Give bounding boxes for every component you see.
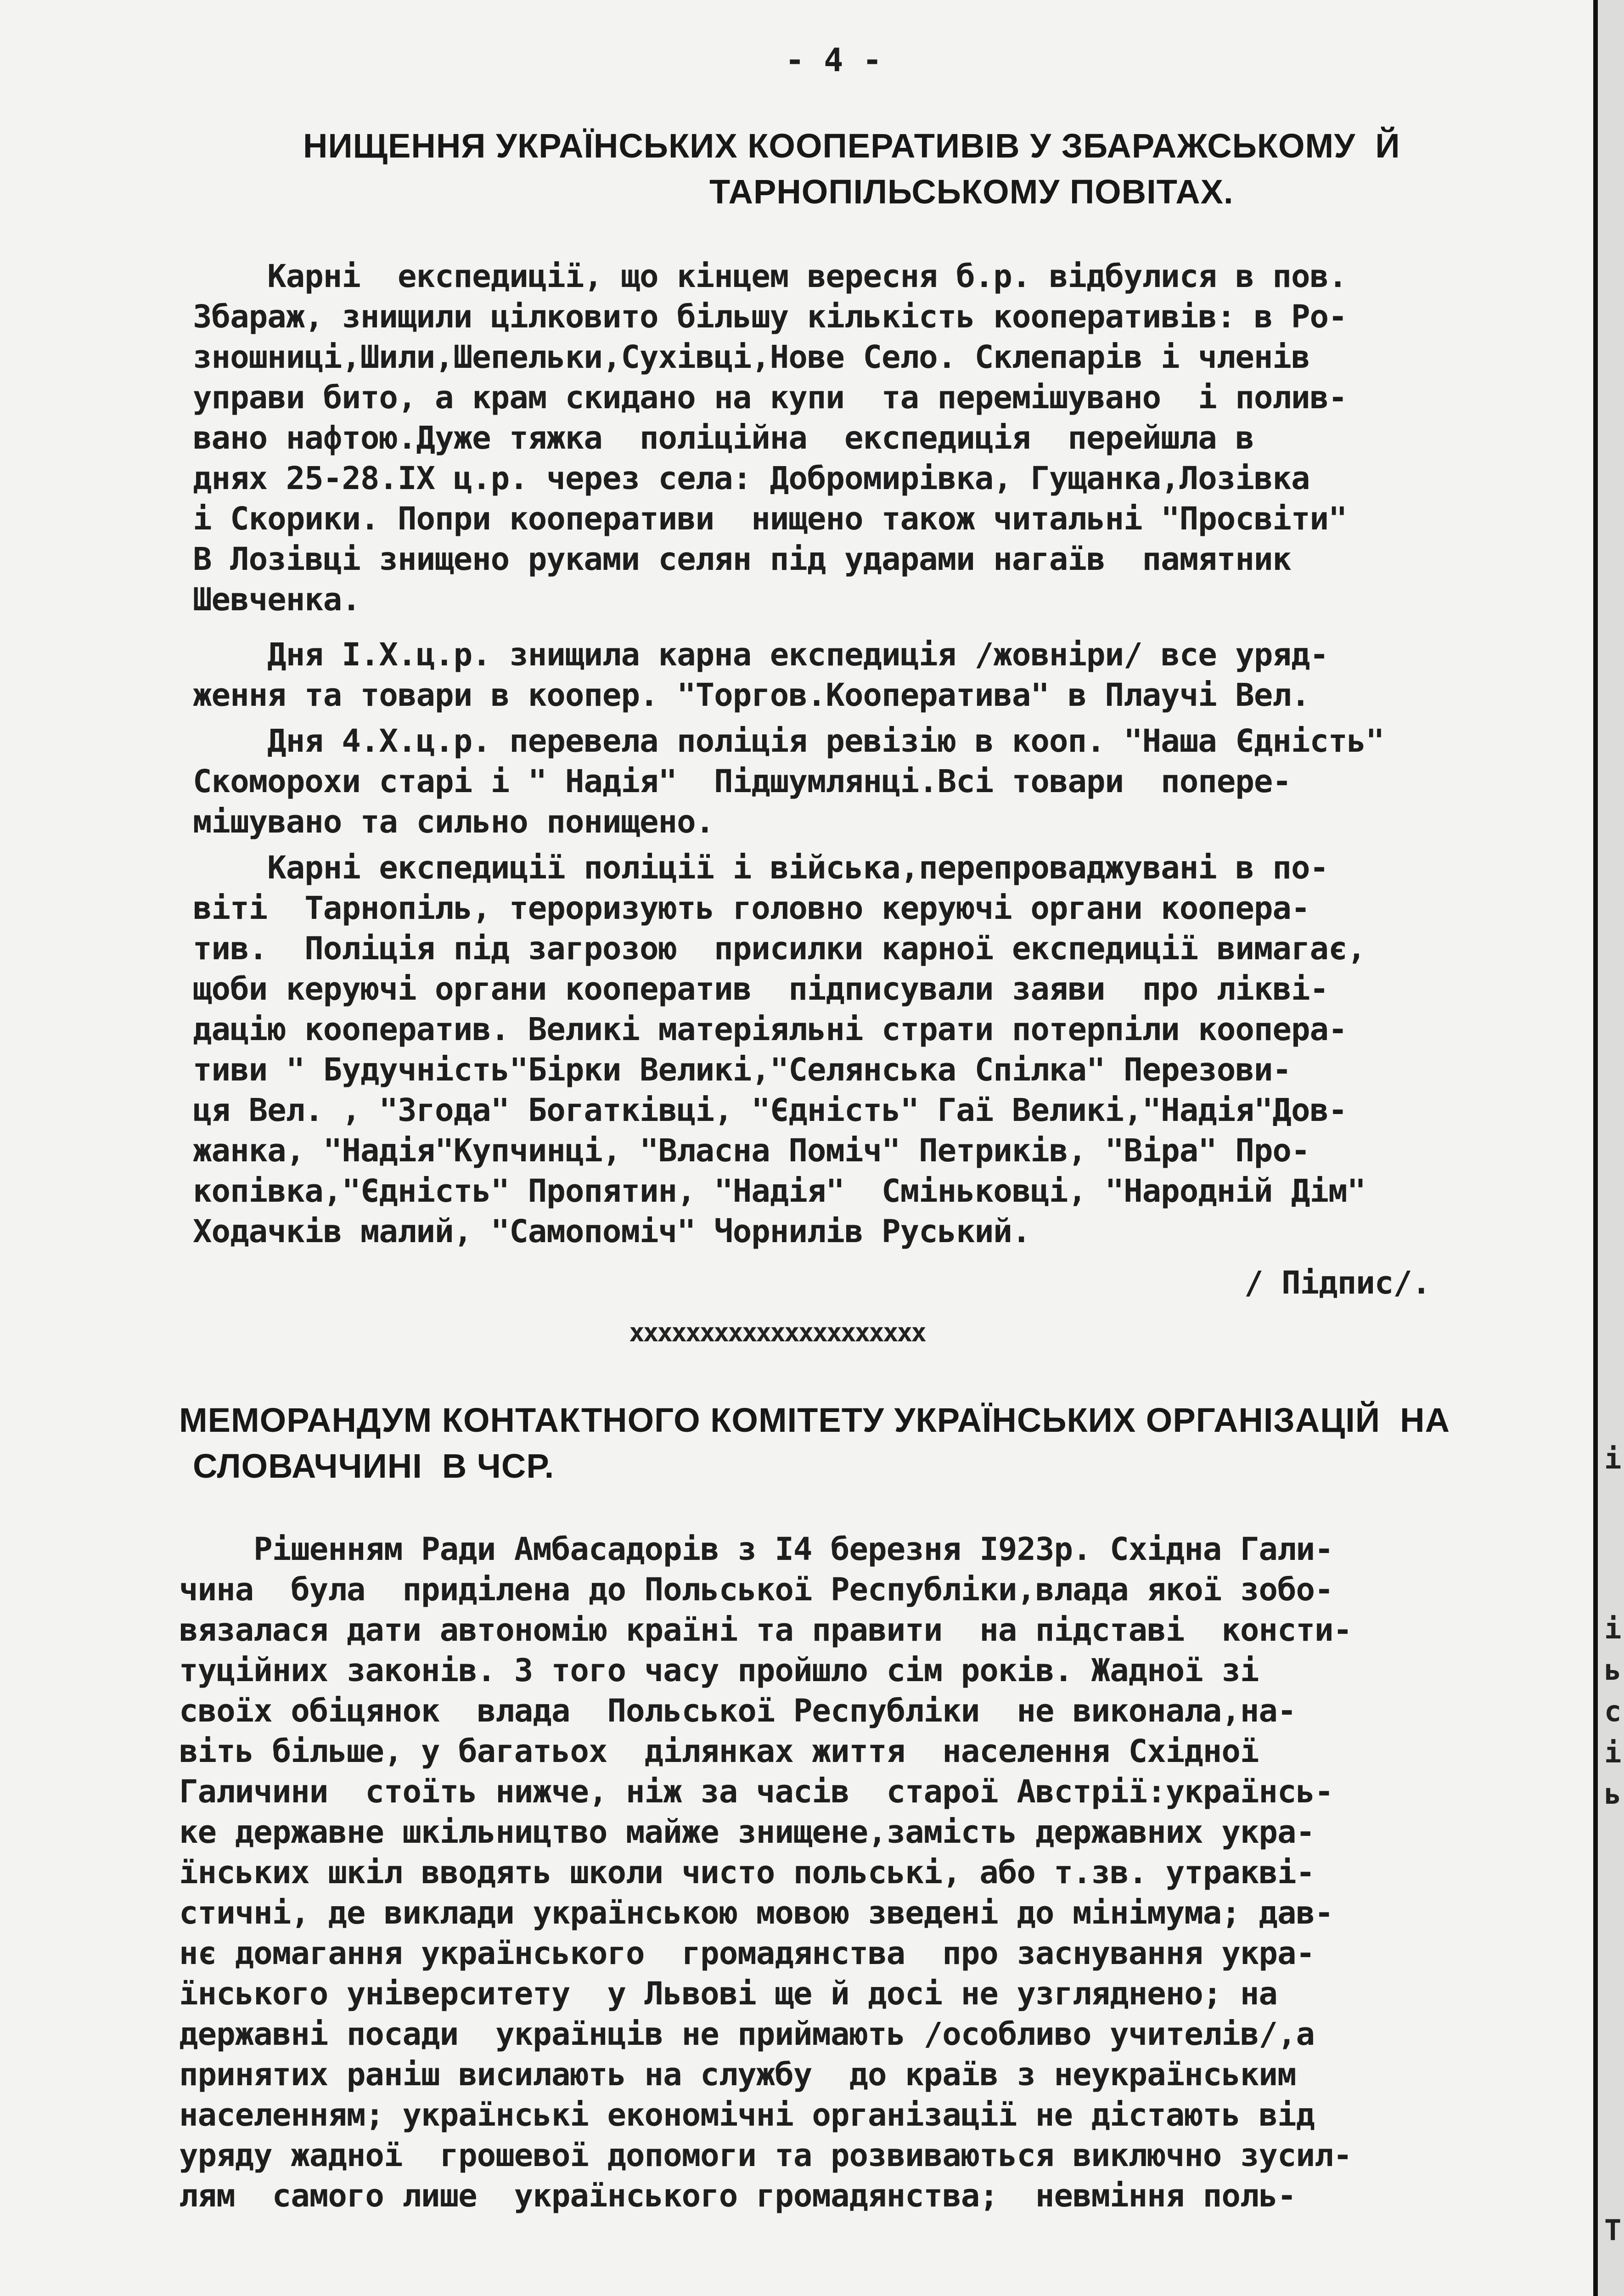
section2-title-line2: СЛОВАЧЧИНІ В ЧСР. [193,1447,555,1485]
adjacent-page-edge [1593,0,1624,2296]
body-line: днях 25-28.IX ц.р. через села: Добромирівка, Гущанка,Лозівка [193,460,1310,497]
signature: / Підпис/. [1244,1265,1431,1301]
body-line: мішувано та сильно понищено. [193,804,714,840]
body-line: туційних законів. З того часу пройшло сім років. Жадної зі [179,1652,1259,1689]
body-line: Карні експедиції поліції і війська,перепроваджувані в по- [193,850,1329,886]
body-line: тиви " Будучність"Бірки Великі,"Селянська Спілка" Перезови- [193,1052,1291,1088]
body-line: В Лозівці знищено руками селян під ударами нагаїв памятник [193,541,1291,578]
body-line: жанка, "Надія"Купчинці, "Власна Поміч" Петриків, "Віра" Про- [193,1132,1310,1169]
section1-title-line2: ТАРНОПІЛЬСЬКОМУ ПОВІТАХ. [709,173,1234,211]
body-line: їнських шкіл вводять школи чисто польські, або т.зв. утраквi- [179,1854,1315,1891]
body-line: їнського університету у Львові ще й досі не узгляднено; на [179,1975,1277,2012]
body-line: Скоморохи старі і " Надія" Підшумлянці.Всі товари попере- [193,763,1291,800]
body-line: Дня I.X.ц.р. знищила карна експедиція /жовніри/ все уряд- [193,636,1329,673]
body-line: Галичини стоїть нижче, ніж за часів старої Австрії:українсь- [179,1773,1333,1810]
body-line: щоби керуючі органи кооператив підписували заяви про ліквi- [193,971,1329,1007]
edge-mark: ь [1604,1777,1622,1811]
body-line: Карні експедиції, що кінцем вересня б.р. відбулися в пов. [193,258,1347,295]
edge-mark: ь [1604,1653,1622,1687]
body-line: уряду жадної грошевої допомоги та розвиваються виключно зусил- [179,2137,1352,2174]
body-line: Ходачків малий, "Самопоміч" Чорнилів Руський. [193,1213,1031,1250]
body-line: зношниці,Шили,Шепельки,Сухівці,Нове Село. Склепарів і членів [193,339,1310,376]
body-line: Рішенням Ради Амбасадорів з I4 березня I923р. Східна Гали- [179,1531,1333,1568]
body-line: ке державне шкільництво майже знищене,замість державних укра- [179,1814,1315,1851]
edge-mark: і [1604,1736,1622,1769]
body-line: ця Вел. , "Згода" Богатківці, "Єдність" Гаї Великі,"Надія"Дов- [193,1092,1347,1129]
section2-title-line1: МЕМОРАНДУМ КОНТАКТНОГО КОМІТЕТУ УКРАЇНСЬКИХ ОРГАНІЗАЦІЙ НА [179,1401,1450,1439]
body-line: дацію кооператив. Великі матеріяльні страти потерпіли коопера- [193,1011,1347,1048]
body-line: копівка,"Єдність" Пропятин, "Надія" Сміньковці, "Народній Дім" [193,1173,1366,1210]
body-line: своїх обіцянок влада Польської Республіки не виконала,на- [179,1693,1296,1729]
body-line: лям самого лише українського громадянства; невміння поль- [179,2178,1296,2214]
edge-mark: Т [1604,2213,1622,2247]
edge-mark: і [1604,1442,1622,1475]
body-line: вязалася дати автономію країні та правити на підставі консти- [179,1612,1352,1649]
body-line: стичні, де виклади українською мовою зведені до мінімума; дав- [179,1895,1333,1931]
body-line: нє домагання українського громадянства про заснування укра- [179,1935,1315,1972]
body-line: і Скорики. Попри кооперативи нищено також читальні "Просвіти" [193,501,1347,537]
section-separator: ххххххххххххххххххххх [629,1318,926,1348]
body-line: управи бито, а крам скидано на купи та перемішувано і полив- [193,379,1347,416]
body-line: Дня 4.X.ц.р. перевела поліція ревізію в кооп. "Наша Єдність" [193,723,1384,760]
section1-title-line1: НИЩЕННЯ УКРАЇНСЬКИХ КООПЕРАТИВІВ У ЗБАРАЖСЬКОМУ Й [303,127,1400,165]
body-line: Збараж, знищили цілковито більшу кількість кооперативів: в Ро- [193,298,1347,335]
body-line: чина була приділена до Польської Республіки,влада якої зобо- [179,1571,1333,1608]
body-line: населенням; українські економічні організації не дістають від [179,2097,1315,2133]
body-line: віть більше, у багатьох ділянках життя населення Східної [179,1733,1259,1770]
edge-mark: і [1604,1612,1622,1645]
body-line: вано нафтою.Дуже тяжка поліційна експедиція перейшла в [193,420,1254,456]
body-line: тив. Поліція під загрозою присилки карної експедиції вимагає, [193,930,1366,967]
page-number: - 4 - [785,41,882,79]
body-line: віті Тарнопіль, тероризують головно керуючі органи коопера- [193,890,1310,927]
edge-mark: с [1604,1694,1622,1728]
body-line: державні посади українців не приймають /особливо учителів/,а [179,2016,1315,2053]
body-line: Шевченка. [193,581,360,618]
body-line: ження та товари в коопер. "Торгов.Кооператива" в Плаучі Вел. [193,677,1310,714]
body-line: принятих раніш висилають на службу до країв з неукраїнським [179,2056,1296,2093]
